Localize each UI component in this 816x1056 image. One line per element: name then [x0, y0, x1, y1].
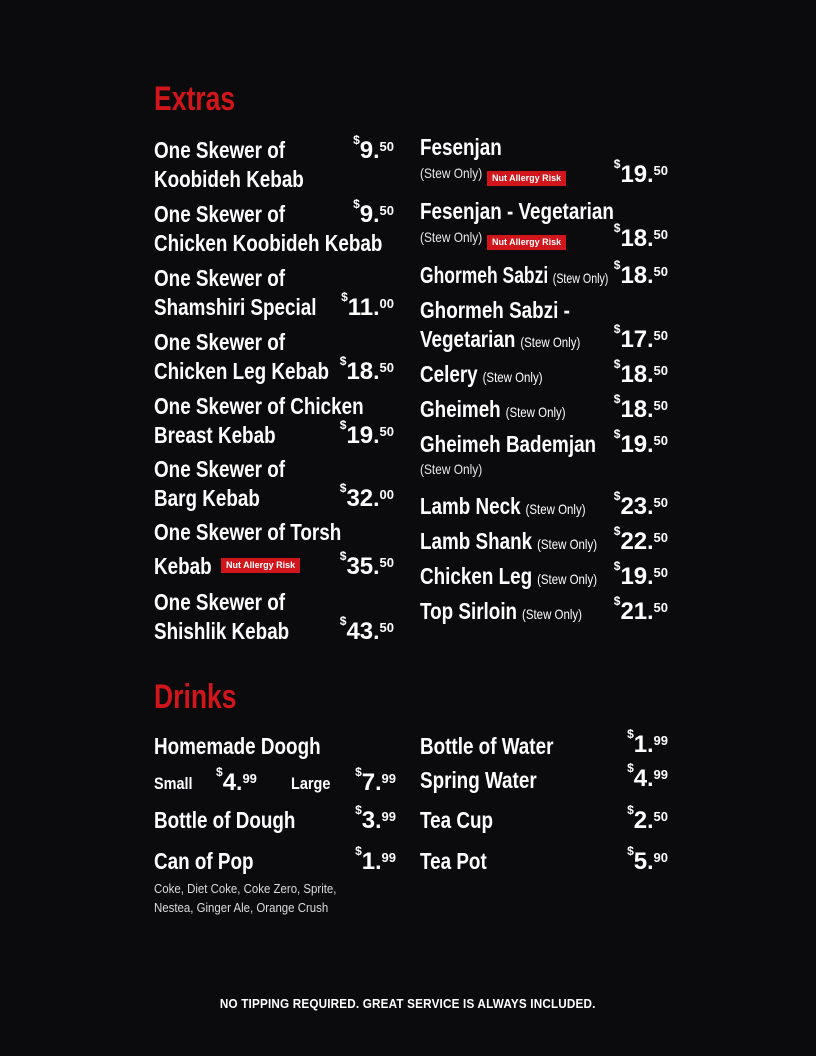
item-name-line2: Chicken Koobideh Kebab: [154, 230, 383, 256]
item-price: $18.50: [613, 221, 668, 252]
menu-item: [420, 559, 668, 597]
item-name: Spring Water: [420, 767, 537, 793]
menu-item: [420, 489, 668, 527]
item-note: (Stew Only): [482, 369, 543, 385]
item-price: $19.50: [613, 427, 668, 458]
item-name: Ghormeh Sabzi -: [420, 297, 570, 323]
menu-item: [154, 455, 394, 518]
item-name: One Skewer of Chicken: [154, 393, 364, 419]
item-name: One Skewer of: [154, 265, 286, 291]
menu-item: [154, 133, 394, 200]
item-name: Top Sirloin (Stew Only): [420, 598, 582, 624]
menu-item: [154, 732, 396, 766]
item-price: $5.90: [627, 844, 668, 875]
item-name-line2: Breast Kebab: [154, 422, 276, 448]
item-price: $4.99: [627, 761, 668, 792]
menu-item: [154, 588, 394, 652]
item-name: Tea Pot: [420, 848, 487, 874]
item-price: $18.50: [613, 357, 668, 388]
item-name: Gheimeh (Stew Only): [420, 396, 566, 422]
item-note: (Stew Only): [537, 536, 598, 552]
item-name: Fesenjan: [420, 134, 502, 160]
small-price: $4.99: [216, 765, 257, 796]
item-name-line2: Shishlik Kebab: [154, 618, 290, 644]
menu-item: [154, 518, 394, 588]
item-name: One Skewer of: [154, 329, 286, 355]
item-name: One Skewer of: [154, 456, 286, 482]
item-price: $19.50: [613, 157, 668, 188]
item-price: $18.50: [339, 354, 394, 385]
item-name-line2: Barg Kebab: [154, 485, 260, 511]
item-note: (Stew Only): [522, 606, 582, 622]
large-label: Large: [291, 774, 331, 793]
menu-item: [154, 197, 394, 264]
menu-item: [154, 803, 396, 847]
item-name: Fesenjan - Vegetarian: [420, 198, 614, 224]
item-name-line2: Shamshiri Special: [154, 294, 317, 320]
item-name-line2: Vegetarian (Stew Only): [420, 326, 581, 352]
item-name-line2: Chicken Leg Kebab: [154, 358, 330, 384]
menu-item: [420, 427, 668, 492]
drinks-heading: Drinks: [154, 678, 237, 716]
menu-item: [420, 761, 668, 806]
item-price: $2.50: [627, 803, 668, 834]
item-note: (Stew Only): [505, 404, 566, 420]
size-prices: [154, 766, 396, 806]
pop-flavors: Nestea, Ginger Ale, Orange Crush: [154, 900, 329, 915]
menu-item: [420, 357, 668, 395]
item-price: $19.50: [339, 418, 394, 449]
nut-allergy-badge: Nut Allergy Risk: [221, 558, 300, 573]
item-name: Ghormeh Sabzi (Stew Only): [420, 262, 609, 288]
item-price: $3.99: [355, 803, 396, 834]
nut-allergy-badge: Nut Allergy Risk: [487, 235, 566, 250]
nut-allergy-badge: Nut Allergy Risk: [487, 171, 566, 186]
menu-item: [420, 197, 668, 261]
item-name: Can of Pop: [154, 848, 254, 874]
item-price: $43.50: [339, 614, 394, 645]
item-price: $9.50: [353, 197, 394, 228]
menu-item: [420, 258, 668, 296]
extras-heading: Extras: [154, 80, 236, 118]
item-price: $21.50: [613, 594, 668, 625]
menu-item: [420, 594, 668, 632]
item-price: $22.50: [613, 524, 668, 555]
menu-item: [420, 133, 668, 197]
item-note: (Stew Only): [420, 165, 483, 181]
pop-flavors: Coke, Diet Coke, Coke Zero, Sprite,: [154, 881, 337, 896]
menu-item: [420, 524, 668, 562]
item-price: $11.00: [341, 290, 394, 321]
item-name: One Skewer of: [154, 137, 286, 163]
drinks-right-column: [420, 727, 668, 881]
item-name: Lamb Shank (Stew Only): [420, 528, 598, 554]
menu-item: [420, 296, 668, 360]
item-name: Tea Cup: [420, 807, 494, 833]
item-price: $23.50: [613, 489, 668, 520]
large-price: $7.99: [355, 765, 396, 796]
footer-notice: NO TIPPING REQUIRED. GREAT SERVICE IS ALWAYS INCLUDED.: [220, 996, 596, 1011]
item-price: $18.50: [613, 392, 668, 423]
item-name-line2: Kebab: [154, 553, 212, 579]
menu-item: [154, 844, 396, 879]
item-name: Gheimeh Bademjan: [420, 431, 597, 457]
item-name: Bottle of Water: [420, 733, 554, 759]
menu-item: [420, 803, 668, 847]
item-name: Homemade Doogh: [154, 733, 321, 759]
menu-item: [420, 844, 668, 881]
item-note: (Stew Only): [420, 461, 483, 477]
item-price: $32.00: [339, 481, 394, 512]
item-note: (Stew Only): [537, 571, 598, 587]
item-note: (Stew Only): [420, 229, 483, 245]
item-name: One Skewer of: [154, 201, 286, 227]
item-note: (Stew Only): [552, 270, 609, 286]
item-name-line2: Koobideh Kebab: [154, 166, 304, 192]
menu-item: [420, 392, 668, 430]
item-note: (Stew Only): [520, 334, 581, 350]
item-price: $35.50: [339, 549, 394, 580]
item-name: Celery (Stew Only): [420, 361, 543, 387]
item-note: (Stew Only): [525, 501, 586, 517]
item-price: $9.50: [353, 133, 394, 164]
menu-item: [154, 328, 394, 392]
menu-item: [154, 392, 394, 455]
item-price: $1.99: [627, 727, 668, 758]
extras-right-column: [420, 133, 668, 632]
extras-left-column: [154, 133, 394, 652]
small-label: Small: [154, 774, 193, 793]
item-name: One Skewer of: [154, 589, 286, 615]
item-name: One Skewer of Torsh: [154, 519, 342, 545]
item-price: $18.50: [613, 258, 668, 289]
item-name: Lamb Neck (Stew Only): [420, 493, 586, 519]
item-price: $1.99: [355, 844, 396, 875]
menu-item: [154, 264, 394, 328]
item-name: Chicken Leg (Stew Only): [420, 563, 598, 589]
item-price: $17.50: [613, 322, 668, 353]
item-price: $19.50: [613, 559, 668, 590]
item-name: Bottle of Dough: [154, 807, 296, 833]
drinks-left-column: [154, 732, 396, 917]
